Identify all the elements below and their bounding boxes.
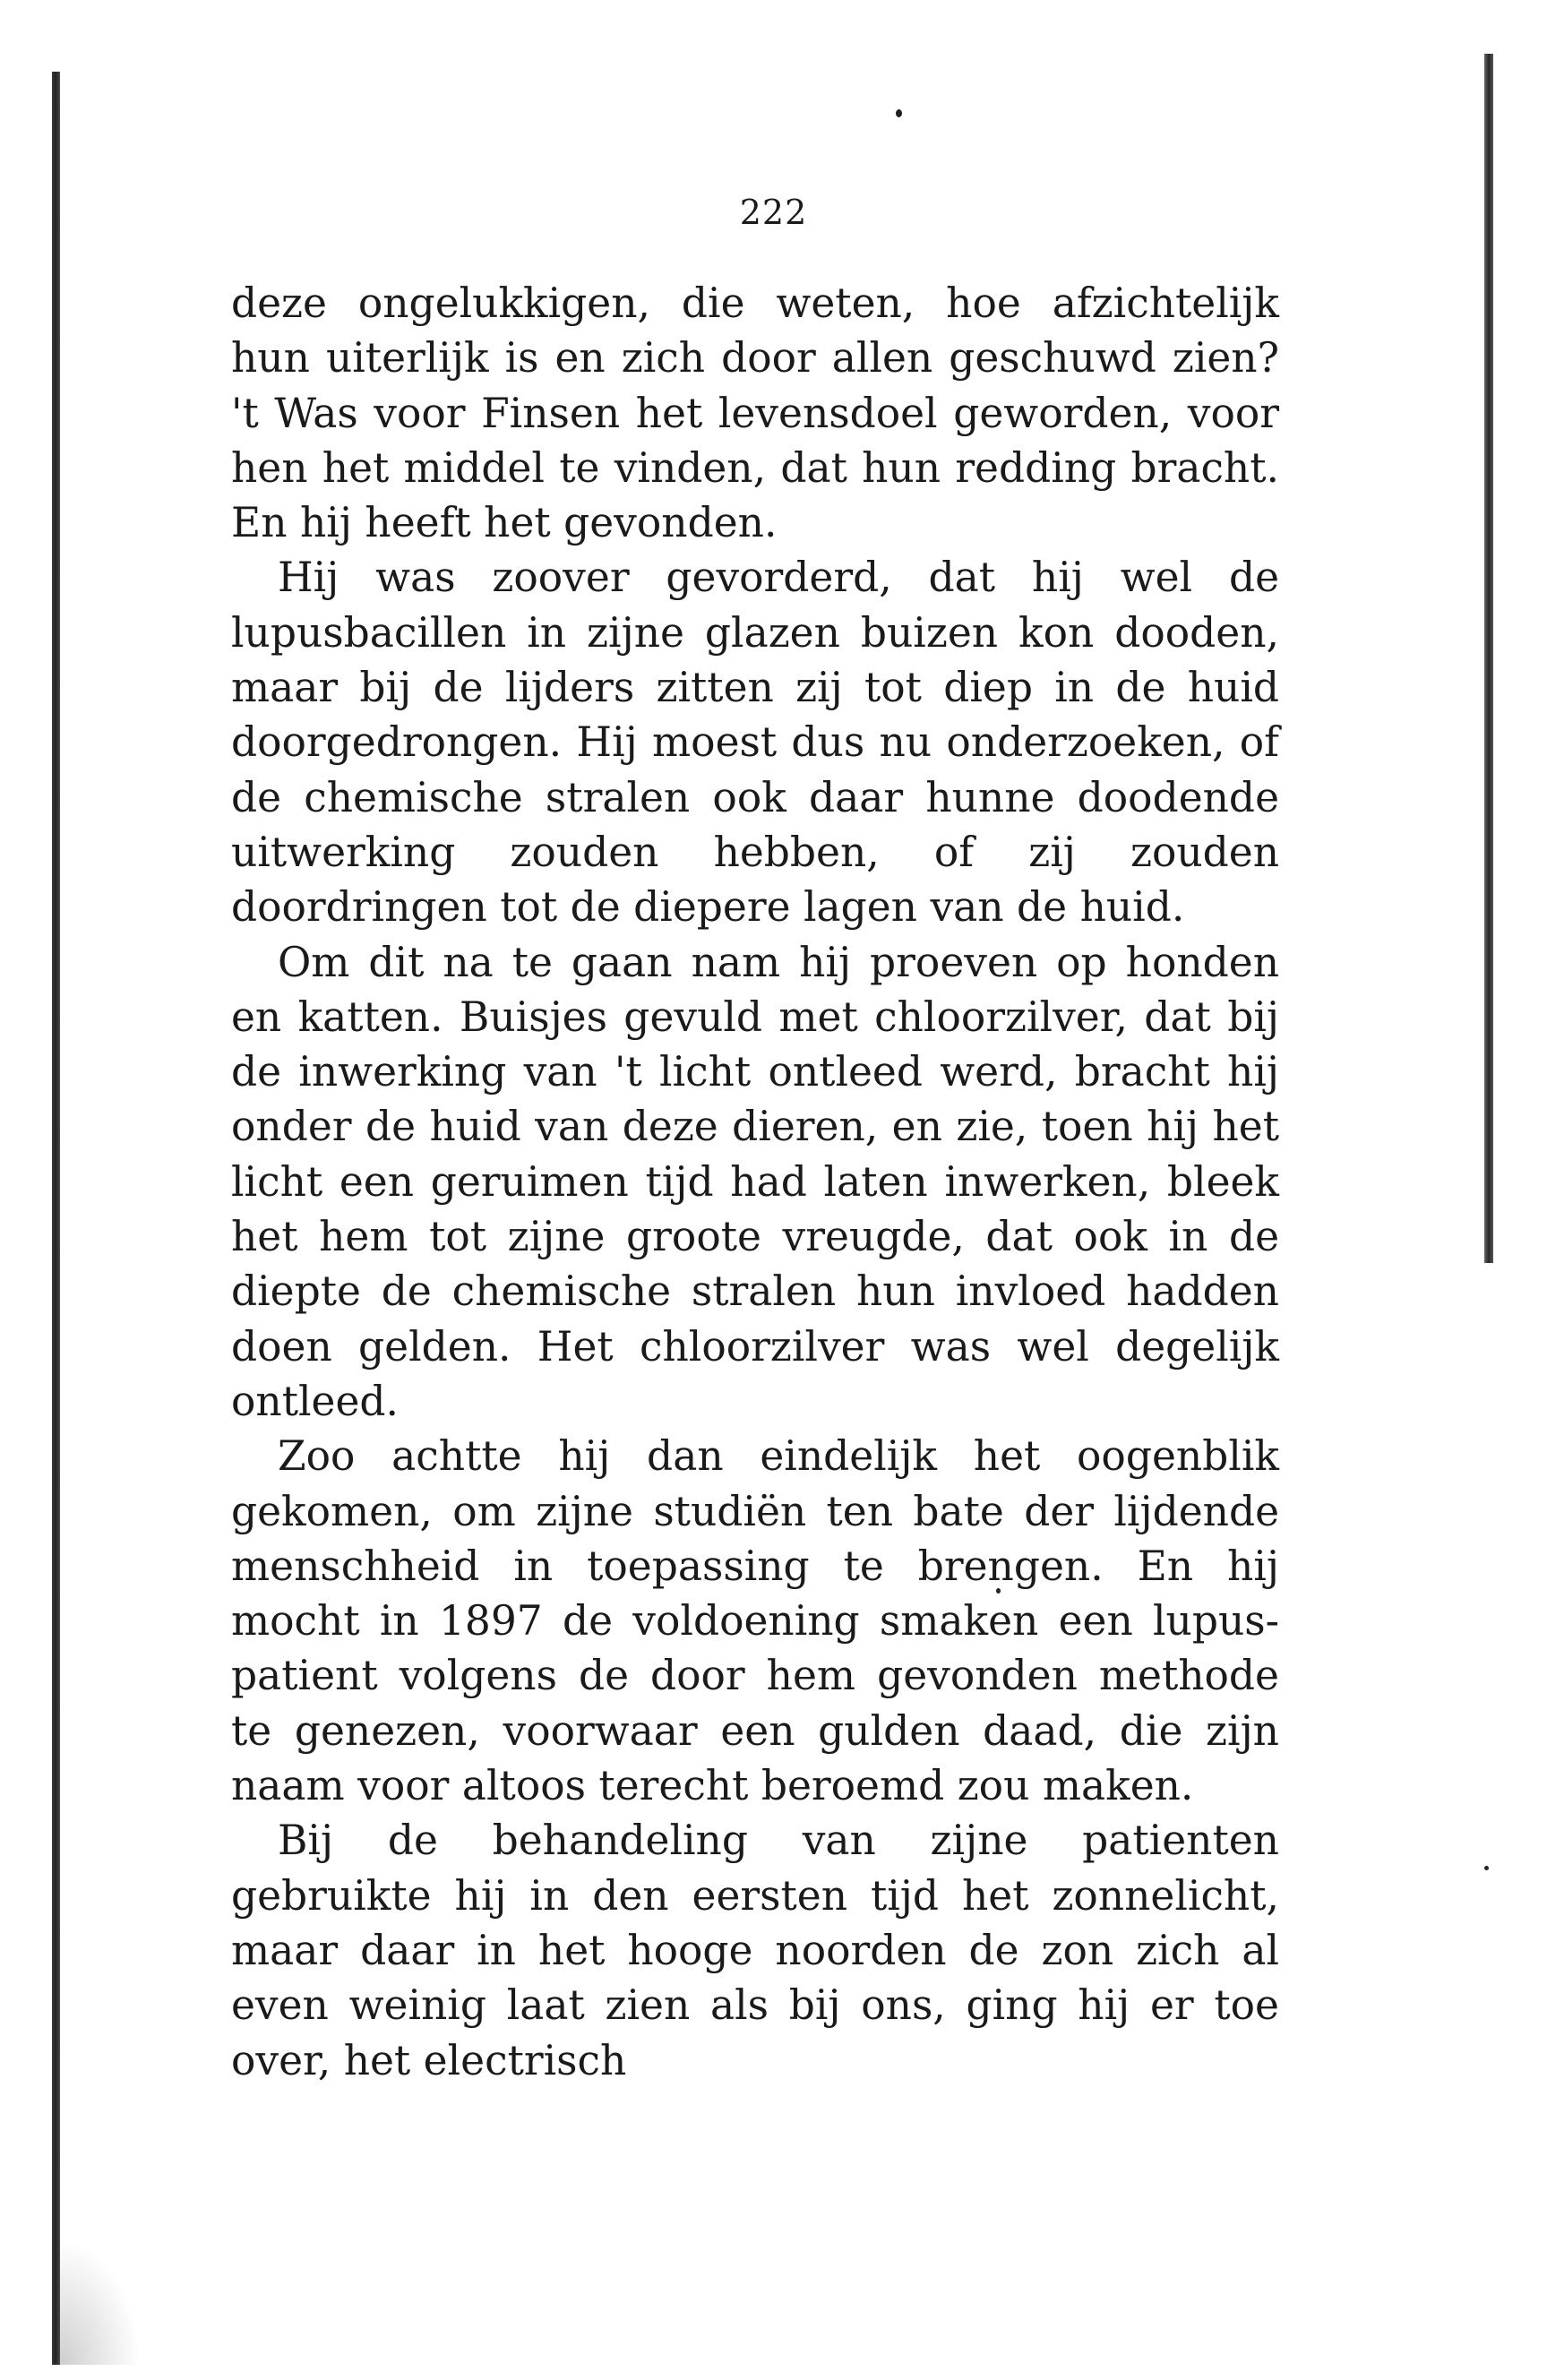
scan-edge-left bbox=[52, 72, 60, 2365]
speck-top bbox=[896, 109, 902, 117]
body-text bbox=[231, 276, 1279, 2088]
scan-edge-right bbox=[1484, 54, 1493, 1263]
paragraph-lupus-bacillen: Hij was zoover gevorderd, dat hij wel de lupusbacillen in zijne glazen buizen kon dooden, maar bij de lijders zitten zij tot diep in de huid doorgedrongen. Hij moest dus nu onderzoeken, of de chemische stralen ook daar hunne doodende uitwerking zouden hebben, of zij zouden doordringen tot de diepere lagen van de huid. bbox=[231, 554, 1279, 932]
page-number: 222 bbox=[739, 193, 808, 232]
paragraph-1897: Zoo achtte hij dan eindelijk het oogenblik gekomen, om zijne studiën ten bate der lijdende menschheid in toepassing te brengen. En hij mocht in 1897 de voldoening smaken een lupus-patient volgens de door hem gevonden methode te genezen, voorwaar een gulden daad, die zijn naam voor altoos terecht beroemd zou maken. bbox=[231, 1432, 1279, 1810]
paragraph-continuation: deze ongelukkigen, die weten, hoe afzichtelijk hun uiterlijk is en zich door allen geschuwd zien? 't Was voor Finsen het levensdoel geworden, voor hen het middel te vinden, dat hun redding bracht. En hij heeft het gevonden. bbox=[231, 279, 1279, 547]
paragraph-behandeling: Bij de behandeling van zijne patienten gebruikte hij in den eersten tijd het zonnelicht, maar daar in het hooge noorden de zon zich al even weinig laat zien als bij ons, ging hij er toe over, het electrisch bbox=[231, 1817, 1279, 2084]
scan-shadow bbox=[60, 2239, 141, 2365]
speck-right bbox=[1484, 1866, 1489, 1870]
paragraph-proeven: Om dit na te gaan nam hij proeven op honden en katten. Buisjes gevuld met chloorzilver, dat bij de inwerking van 't licht ontleed werd, bracht hij onder de huid van deze dieren, en zie, toen hij het licht een geruimen tijd had laten inwerken, bleek het hem tot zijne groote vreugde, dat ook in de diepte de chemische stralen hun invloed hadden doen gelden. Het chloorzilver was wel degelijk ontleed. bbox=[231, 938, 1279, 1425]
